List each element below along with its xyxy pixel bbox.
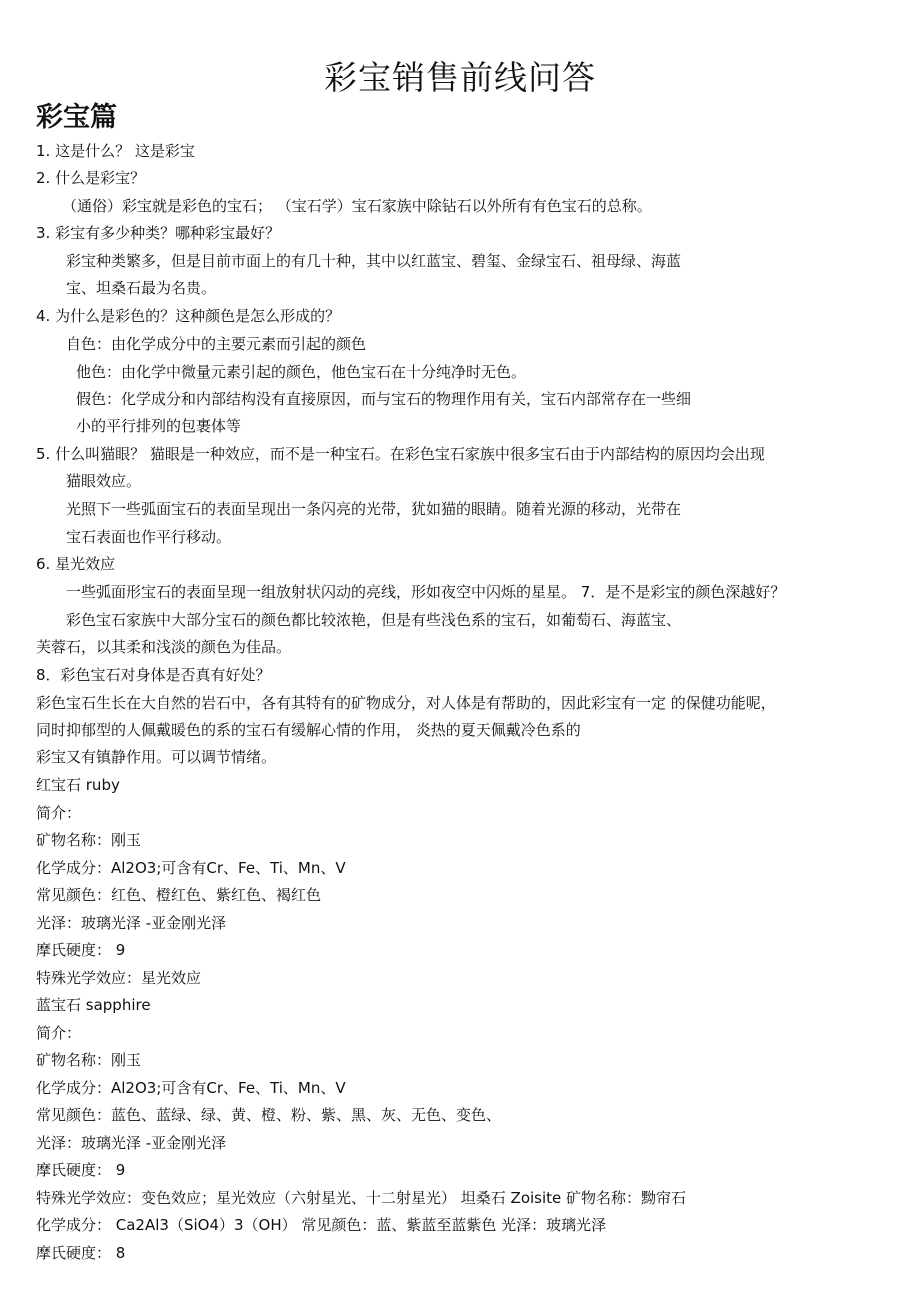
text-line: 简介： bbox=[36, 1024, 82, 1042]
text-line: 自色：由化学成分中的主要元素而引起的颜色 bbox=[66, 335, 367, 353]
text-line: 化学成分：Al2O3;可含有Cr、Fe、Ti、Mn、V bbox=[36, 1079, 346, 1097]
text-line: 常见颜色：红色、橙红色、紫红色、褐红色 bbox=[36, 886, 322, 904]
text-line: 8．彩色宝石对身体是否真有好处？ bbox=[36, 666, 271, 684]
text-line: 2. 什么是彩宝？ bbox=[36, 169, 146, 187]
text-line: 一些弧面形宝石的表面呈现一组放射状闪动的亮线，形如夜空中闪烁的星星。 7．是不是彩宝的颜色深越好？ bbox=[66, 583, 786, 601]
text-line: 彩宝种类繁多，但是目前市面上的有几十种，其中以红蓝宝、碧玺、金绿宝石、祖母绿、海蓝 bbox=[66, 252, 682, 270]
text-line: 简介： bbox=[36, 804, 82, 822]
text-line: 猫眼效应。 bbox=[66, 472, 142, 490]
text-line: 6. 星光效应 bbox=[36, 555, 116, 573]
text-line: 宝石表面也作平行移动。 bbox=[66, 528, 232, 546]
text-line: 5. 什么叫猫眼？ 猫眼是一种效应，而不是一种宝石。在彩色宝石家族中很多宝石由于内部结构的原因均会出现 bbox=[36, 445, 765, 463]
text-line: 红宝石 ruby bbox=[36, 776, 120, 794]
document-title: 彩宝销售前线问答 bbox=[324, 58, 596, 97]
text-line: 矿物名称：刚玉 bbox=[36, 831, 142, 849]
text-line: 蓝宝石 sapphire bbox=[36, 996, 151, 1014]
text-line: 宝、坦桑石最为名贵。 bbox=[66, 279, 217, 297]
text-line: 彩色宝石生长在大自然的岩石中，各有其特有的矿物成分，对人体是有帮助的，因此彩宝有一定 的保健功能呢， bbox=[36, 694, 776, 712]
text-line: 光泽：玻璃光泽 -亚金刚光泽 bbox=[36, 914, 227, 932]
text-line: 常见颜色：蓝色、蓝绿、绿、黄、橙、粉、紫、黑、灰、无色、变色、 bbox=[36, 1106, 502, 1124]
text-line: 彩宝又有镇静作用。可以调节情绪。 bbox=[36, 748, 277, 766]
text-line: 同时抑郁型的人佩戴暖色的系的宝石有缓解心情的作用， 炎热的夏天佩戴冷色系的 bbox=[36, 721, 581, 739]
text-line: 摩氏硬度： 9 bbox=[36, 941, 126, 959]
text-line: 光照下一些弧面宝石的表面呈现出一条闪亮的光带，犹如猫的眼睛。随着光源的移动，光带在 bbox=[66, 500, 682, 518]
text-line: 4. 为什么是彩色的？这种颜色是怎么形成的？ bbox=[36, 307, 341, 325]
text-line: 矿物名称：刚玉 bbox=[36, 1051, 142, 1069]
text-line: 3. 彩宝有多少种类？哪种彩宝最好？ bbox=[36, 224, 281, 242]
text-line: 摩氏硬度： 8 bbox=[36, 1244, 126, 1262]
text-line: 特殊光学效应：星光效应 bbox=[36, 969, 202, 987]
section-heading: 彩宝篇 bbox=[36, 102, 117, 133]
text-line: 1. 这是什么？ 这是彩宝 bbox=[36, 142, 195, 160]
text-line: 化学成分：Al2O3;可含有Cr、Fe、Ti、Mn、V bbox=[36, 859, 346, 877]
text-line: 摩氏硬度： 9 bbox=[36, 1161, 126, 1179]
text-line: 他色：由化学中微量元素引起的颜色，他色宝石在十分纯净时无色。 bbox=[76, 363, 527, 381]
text-line: 化学成分： Ca2Al3（SiO4）3（OH） 常见颜色：蓝、紫蓝至蓝紫色 光泽：玻璃光泽 bbox=[36, 1216, 607, 1234]
text-line: 特殊光学效应：变色效应；星光效应（六射星光、十二射星光） 坦桑石 Zoisite 矿物名称：黝帘石 bbox=[36, 1189, 687, 1207]
text-line: 假色：化学成分和内部结构没有直接原因，而与宝石的物理作用有关，宝石内部常存在一些细 bbox=[76, 390, 692, 408]
text-line: 小的平行排列的包裹体等 bbox=[76, 417, 242, 435]
text-line: （通俗）彩宝就是彩色的宝石； （宝石学）宝石家族中除钻石以外所有有色宝石的总称。 bbox=[62, 197, 652, 215]
text-line: 芙蓉石，以其柔和浅淡的颜色为佳品。 bbox=[36, 638, 292, 656]
text-line: 光泽：玻璃光泽 -亚金刚光泽 bbox=[36, 1134, 227, 1152]
text-line: 彩色宝石家族中大部分宝石的颜色都比较浓艳，但是有些浅色系的宝石，如葡萄石、海蓝宝、 bbox=[66, 611, 682, 629]
